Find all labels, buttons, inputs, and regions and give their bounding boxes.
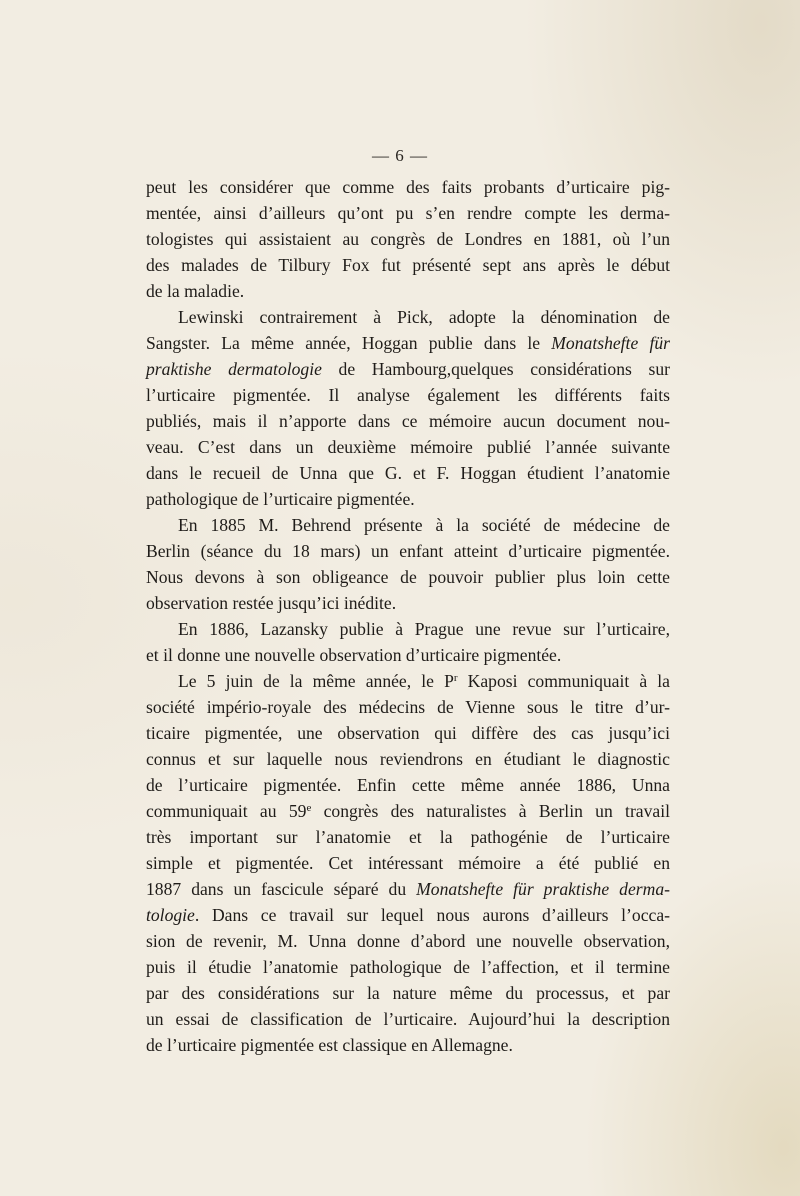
page-number: — 6 — (372, 146, 428, 165)
text-segment: congrès des naturalistes à Berlin un travail (311, 801, 670, 821)
text-line: puis il étudie l’anatomie pathologique de l’affection, et il termine (146, 957, 670, 977)
text-line: observation restée jusqu’ici inédite. (146, 593, 397, 613)
text-line (146, 356, 670, 382)
text-line: Berlin (séance du 18 mars) un enfant atteint d’urticaire pigmentée. (146, 541, 670, 561)
text-line: sion de revenir, M. Unna donne d’abord une nouvelle observation, (146, 931, 670, 951)
text-segment: communiquait au 59 (146, 801, 307, 821)
text-line: de la maladie. (146, 281, 245, 301)
text-line: connus et sur laquelle nous reviendrons en étudiant le diagnostic (146, 749, 670, 769)
text-line: tologistes qui assistaient au congrès de Londres en 1881, où l’un (146, 229, 670, 249)
text-line: En 1886, Lazansky publie à Prague une revue sur l’urticaire, (178, 619, 670, 639)
paragraph-4 (146, 616, 670, 668)
text-line (146, 330, 670, 356)
body-text (146, 174, 670, 1058)
superscript: r (453, 672, 458, 684)
text-line: de l’urticaire pigmentée est classique en Allemagne. (146, 1035, 513, 1055)
text-line: Lewinski contrairement à Pick, adopte la dénomination de (178, 307, 670, 327)
text-segment: Sangster. La même année, Hoggan publie dans le (146, 333, 552, 353)
text-segment: de Hambourg,quelques considérations sur (321, 359, 670, 379)
journal-title: tologie (146, 905, 195, 925)
text-line: peut les considérer que comme des faits probants d’urticaire pig- (146, 177, 670, 197)
paragraph-1 (146, 174, 670, 304)
text-line: ticaire pigmentée, une observation qui diffère des cas jusqu’ici (146, 723, 670, 743)
text-line: En 1885 M. Behrend présente à la société de médecine de (178, 515, 670, 535)
paragraph-5 (146, 668, 670, 1058)
text-line: Nous devons à son obligeance de pouvoir publier plus loin cette (146, 567, 670, 587)
text-line: par des considérations sur la nature même du processus, et par (146, 983, 670, 1003)
text-line: dans le recueil de Unna que G. et F. Hoggan étudient l’anatomie (146, 463, 670, 483)
text-line: des malades de Tilbury Fox fut présenté sept ans après le début (146, 255, 670, 275)
text-line: publiés, mais il n’apporte dans ce mémoire aucun document nou- (146, 411, 670, 431)
superscript: e (306, 802, 312, 814)
paragraph-2 (146, 304, 670, 512)
text-line: veau. C’est dans un deuxième mémoire publié l’année suivante (146, 437, 670, 457)
text-line (146, 668, 670, 694)
text-line: société império-royale des médecins de Vienne sous le titre d’ur- (146, 697, 670, 717)
journal-title: praktishe dermatologie (146, 359, 322, 379)
paragraph-3 (146, 512, 670, 616)
text-line: de l’urticaire pigmentée. Enfin cette même année 1886, Unna (146, 775, 670, 795)
text-segment: Le 5 juin de la même année, le P (178, 671, 454, 691)
text-line (146, 902, 670, 928)
journal-title: Monatshefte für praktishe derma- (416, 879, 670, 899)
text-line: un essai de classification de l’urticaire. Aujourd’hui la description (146, 1009, 670, 1029)
text-segment: Kaposi communiquait à la (457, 671, 670, 691)
text-line (146, 798, 670, 824)
text-line: et il donne une nouvelle observation d’urticaire pigmentée. (146, 645, 562, 665)
text-line: l’urticaire pigmentée. Il analyse également les différents faits (146, 385, 670, 405)
journal-title: Monatshefte für (551, 333, 670, 353)
text-line (146, 876, 670, 902)
text-line: pathologique de l’urticaire pigmentée. (146, 489, 415, 509)
text-line: mentée, ainsi d’ailleurs qu’ont pu s’en rendre compte les derma- (146, 203, 670, 223)
text-segment: . Dans ce travail sur lequel nous aurons d’ailleurs l’occa- (194, 905, 670, 925)
text-segment: 1887 dans un fascicule séparé du (146, 879, 417, 899)
text-line: simple et pigmentée. Cet intéressant mémoire a été publié en (146, 853, 670, 873)
text-line: très important sur l’anatomie et la pathogénie de l’urticaire (146, 827, 670, 847)
